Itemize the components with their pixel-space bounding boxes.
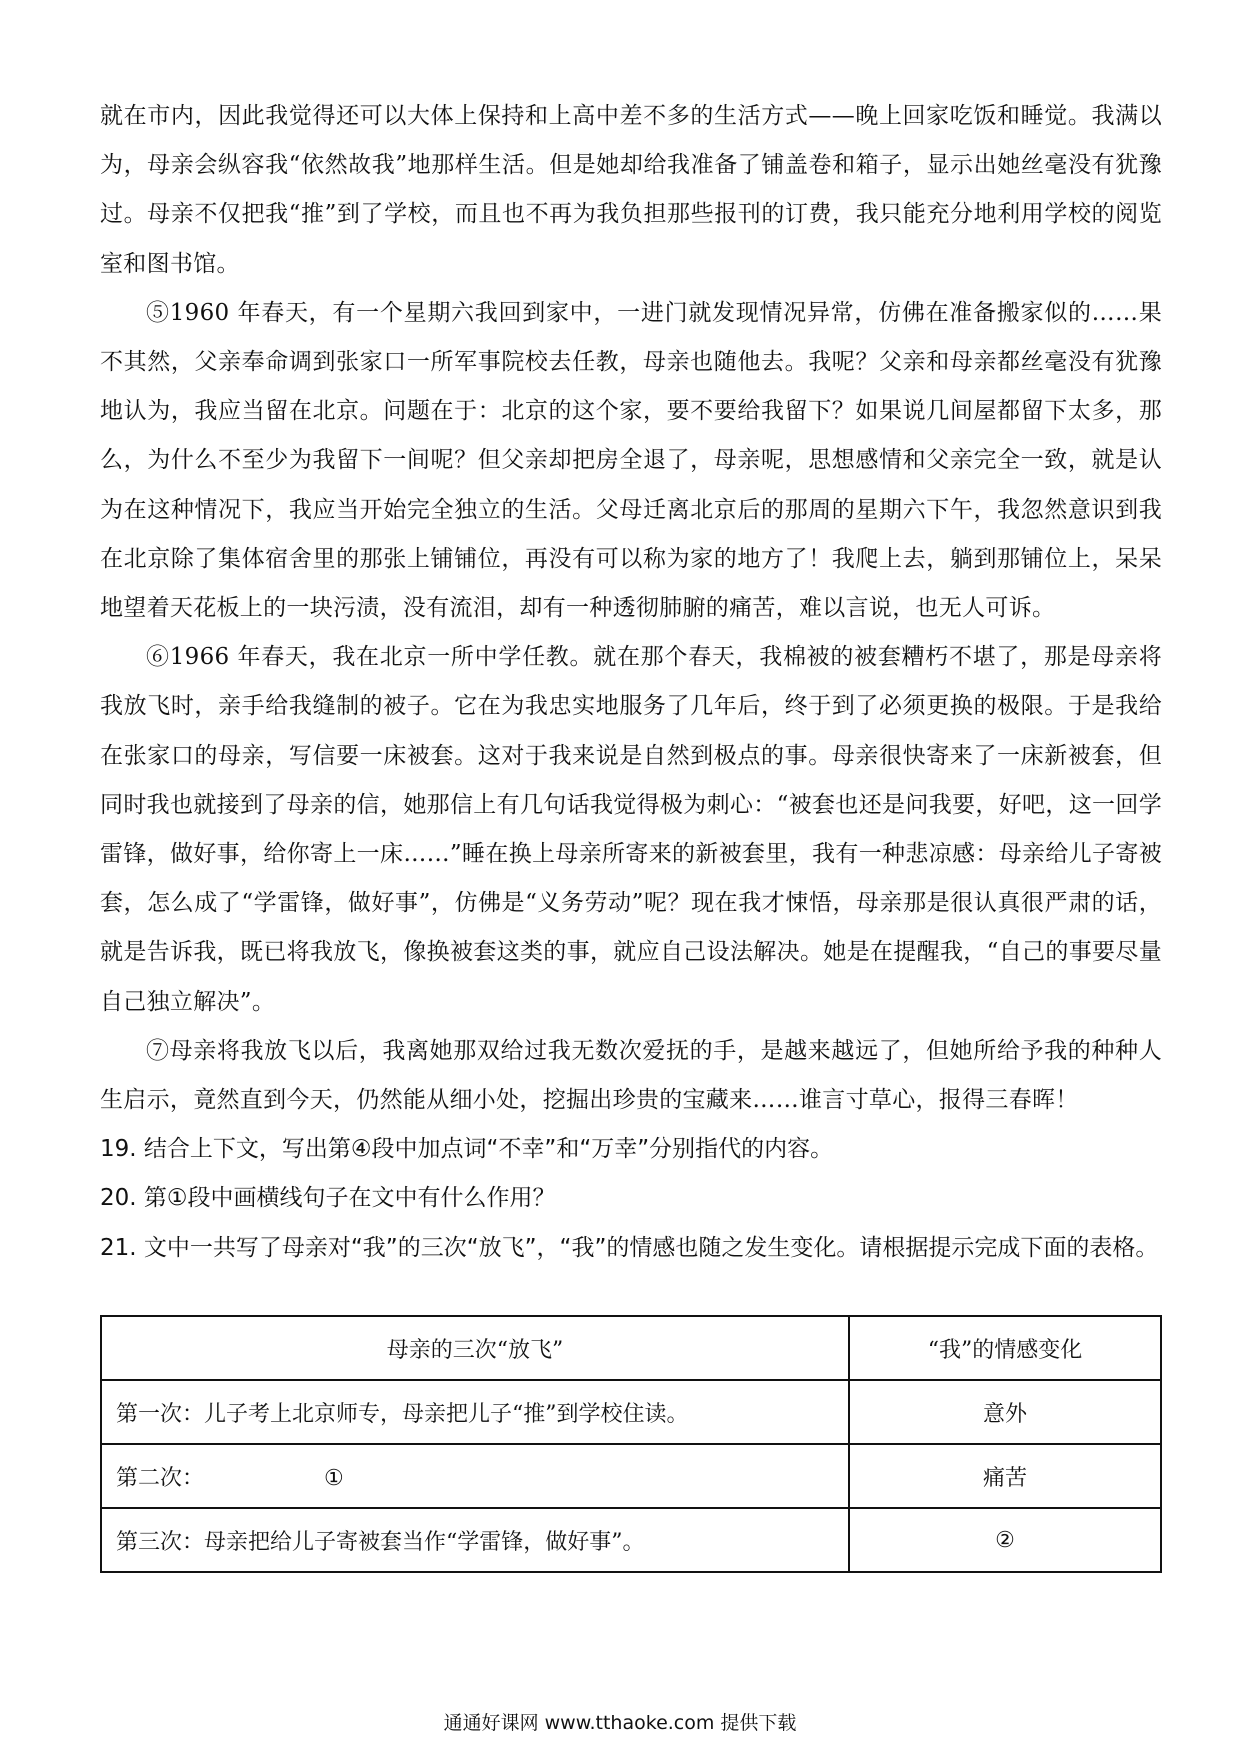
- question-19: 19. 结合上下文，写出第④段中加点词“不幸”和“万幸”分别指代的内容。: [100, 1136, 834, 1163]
- table-row: [101, 1380, 1161, 1444]
- question-21: 21. 文中一共写了母亲对“我”的三次“放飞”，“我”的情感也随之发生变化。请根据提示完成下面的表格。: [100, 1234, 1159, 1261]
- paragraph-5: ⑤1960 年春天，有一个星期六我回到家中，一进门就发现情况异常，仿佛在准备搬家似的……果不其然，父亲奉命调到张家口一所军事院校去任教，母亲也随他去。我呢？父亲和母亲都丝毫没有犹豫地认为，我应当留在北京。问题在于：北京的这个家，要不要给我留下？如果说几间屋都留下太多，那么，为什么不至少为我留下一间呢？但父亲却把房全退了，母亲呢，思想感情和父亲完全一致，就是认为在这种情况下，我应当开始完全独立的生活。父母迁离北京后的那周的星期六下午，我忽然意识到我在北京除了集体宿舍里的那张上铺铺位，再没有可以称为家的地方了！我爬上去，躺到那铺位上，呆呆地望着天花板上的一块污渍，没有流泪，却有一种透彻肺腑的痛苦，难以言说，也无人可诉。: [100, 299, 1162, 622]
- table-cell: 第一次：儿子考上北京师专，母亲把儿子“推”到学校住读。: [101, 1380, 849, 1444]
- table-header-cell: “我”的情感变化: [849, 1316, 1161, 1380]
- paragraph-7: ⑦母亲将我放飞以后，我离她那双给过我无数次爱抚的手，是越来越远了，但她所给予我的种种人生启示，竟然直到今天，仍然能从细小处，挖掘出珍贵的宝藏来……谁言寸草心，报得三春晖！: [100, 1037, 1162, 1114]
- paragraph-6: ⑥1966 年春天，我在北京一所中学任教。就在那个春天，我棉被的被套糟朽不堪了，那是母亲将我放飞时，亲手给我缝制的被子。它在为我忠实地服务了几年后，终于到了必须更换的极限。于是我给在张家口的母亲，写信要一床被套。这对于我来说是自然到极点的事。母亲很快寄来了一床新被套，但同时我也就接到了母亲的信，她那信上有几句话我觉得极为刺心：“被套也还是问我要，好吧，这一回学雷锋，做好事，给你寄上一床……”睡在换上母亲所寄来的新被套里，我有一种悲凉感：母亲给儿子寄被套，怎么成了“学雷锋，做好事”，仿佛是“义务劳动”呢？现在我才悚悟，母亲那是很认真很严肃的话，就是告诉我，既已将我放飞，像换被套这类的事，就应自己设法解决。她是在提醒我，“自己的事要尽量自己独立解决”。: [100, 644, 1162, 1015]
- table-cell: 痛苦: [849, 1444, 1161, 1508]
- page-footer: 通通好课网 www.tthaoke.com 提供下载: [443, 1712, 797, 1734]
- blank-marker-1: ①: [324, 1465, 344, 1491]
- passage-body: [100, 92, 1162, 1273]
- table-row: [101, 1508, 1161, 1572]
- table-cell: [101, 1444, 849, 1508]
- row-label: 第二次：: [116, 1465, 205, 1491]
- table-row: [101, 1444, 1161, 1508]
- table-header-row: [101, 1316, 1161, 1380]
- question-20: 20. 第①段中画横线句子在文中有什么作用？: [100, 1185, 556, 1212]
- paragraph-4-tail: 就在市内，因此我觉得还可以大体上保持和上高中差不多的生活方式——晚上回家吃饭和睡觉。我满以为，母亲会纵容我“依然故我”地那样生活。但是她却给我准备了铺盖卷和箱子，显示出她丝毫没有犹豫过。母亲不仅把我“推”到了学校，而且也不再为我负担那些报刊的订费，我只能充分地利用学校的阅览室和图书馆。: [100, 103, 1162, 277]
- table-cell: 第三次：母亲把给儿子寄被套当作“学雷锋，做好事”。: [101, 1508, 849, 1572]
- blank-marker-2: ②: [849, 1508, 1161, 1572]
- table-header-cell: 母亲的三次“放飞”: [101, 1316, 849, 1380]
- answer-table: [100, 1315, 1162, 1573]
- table-cell: 意外: [849, 1380, 1161, 1444]
